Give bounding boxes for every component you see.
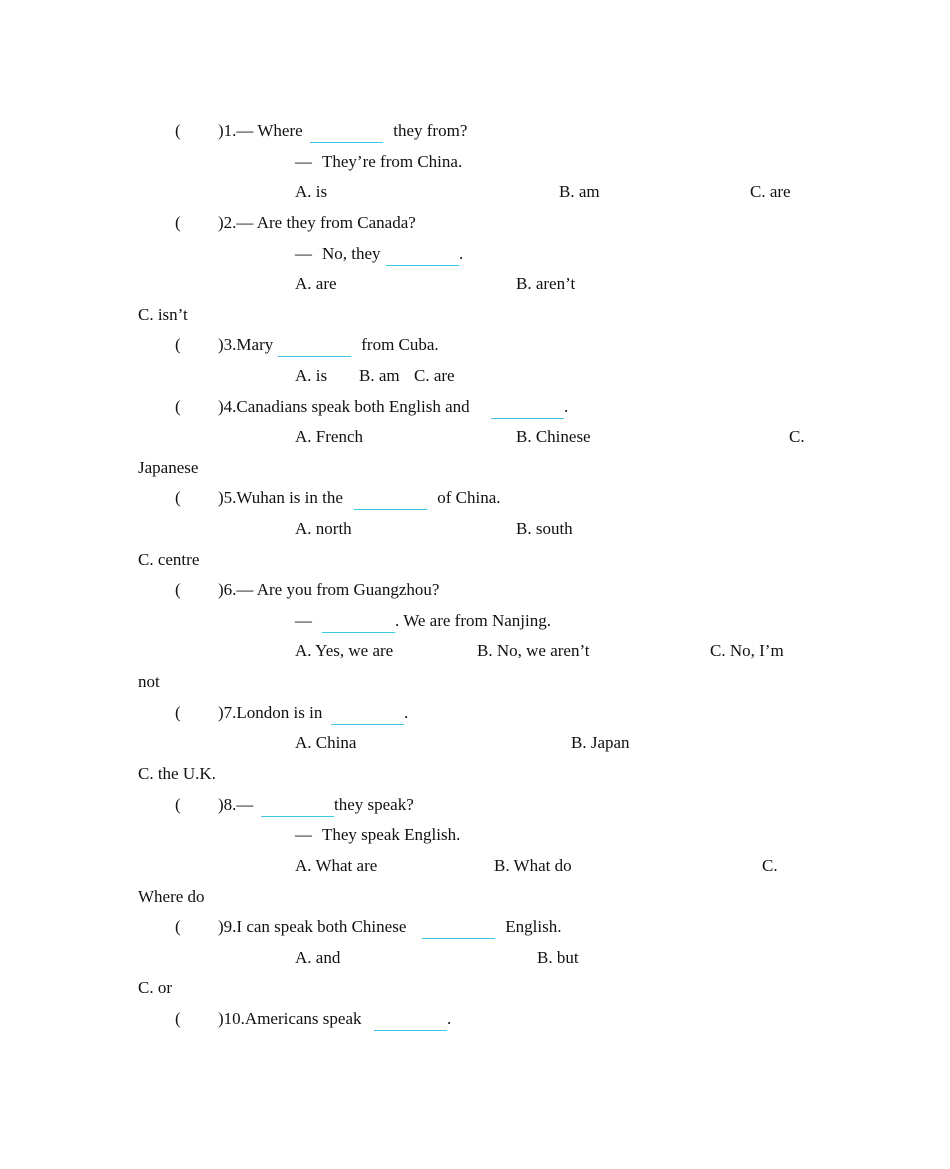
answer-paren: (	[175, 795, 181, 814]
option-a[interactable]: A. French	[295, 427, 363, 446]
answer-blank[interactable]	[331, 702, 404, 725]
question-text: )3.Mary	[218, 335, 274, 354]
answer-blank[interactable]	[354, 487, 427, 510]
option-b[interactable]: B. What do	[494, 856, 572, 875]
dash-mark: —	[295, 244, 312, 263]
question-text-end: .	[564, 397, 569, 416]
answer-blank[interactable]	[422, 916, 495, 939]
option-b[interactable]: B. Japan	[571, 733, 630, 752]
option-c[interactable]: C.	[762, 856, 778, 875]
question-text: )6.— Are you from Guangzhou?	[218, 580, 440, 599]
reply-text: No, they	[322, 244, 381, 263]
question-text: )2.— Are they from Canada?	[218, 213, 416, 232]
option-a[interactable]: A. China	[295, 733, 357, 752]
answer-blank[interactable]	[310, 120, 383, 143]
option-b[interactable]: B. am	[359, 366, 400, 385]
dash-mark: —	[295, 825, 312, 844]
question-text: )8.—	[218, 795, 254, 814]
reply-text: They’re from China.	[322, 152, 463, 171]
option-c[interactable]: C. are	[414, 366, 455, 385]
question-text: )10.Americans speak	[218, 1009, 362, 1028]
question-text: )7.London is in	[218, 703, 323, 722]
answer-paren: (	[175, 121, 181, 140]
question-text: )9.I can speak both Chinese	[218, 917, 407, 936]
question-text-end: English.	[501, 917, 562, 936]
option-b[interactable]: B. but	[537, 948, 579, 967]
answer-blank[interactable]	[261, 794, 334, 817]
option-b[interactable]: B. am	[559, 182, 600, 201]
option-a[interactable]: A. is	[295, 366, 328, 385]
reply-text-end: .	[459, 244, 464, 263]
answer-paren: (	[175, 917, 181, 936]
question-text-end: .	[447, 1009, 452, 1028]
question-text-end: .	[404, 703, 409, 722]
question-text: )1.— Where	[218, 121, 303, 140]
answer-paren: (	[175, 213, 181, 232]
option-a[interactable]: A. are	[295, 274, 337, 293]
answer-blank[interactable]	[491, 396, 564, 419]
answer-paren: (	[175, 1009, 181, 1028]
answer-paren: (	[175, 397, 181, 416]
question-text-end: of China.	[433, 488, 501, 507]
option-b[interactable]: B. south	[516, 519, 573, 538]
option-c-continued[interactable]: Japanese	[138, 458, 199, 477]
option-a[interactable]: A. Yes, we are	[295, 641, 394, 660]
option-c[interactable]: C.	[789, 427, 805, 446]
answer-paren: (	[175, 488, 181, 507]
question-text-end: they speak?	[334, 795, 414, 814]
option-c[interactable]: C. No, I’m	[710, 641, 784, 660]
dash-mark: —	[295, 152, 312, 171]
option-b[interactable]: B. Chinese	[516, 427, 591, 446]
option-c[interactable]: C. isn’t	[138, 305, 188, 324]
answer-paren: (	[175, 703, 181, 722]
dash-mark: —	[295, 611, 312, 630]
answer-paren: (	[175, 580, 181, 599]
option-a[interactable]: A. and	[295, 948, 341, 967]
answer-blank[interactable]	[386, 243, 459, 266]
option-c-continued[interactable]: not	[138, 672, 160, 691]
option-a[interactable]: A. north	[295, 519, 352, 538]
reply-text: . We are from Nanjing.	[395, 611, 551, 630]
question-text-end: from Cuba.	[357, 335, 439, 354]
option-b[interactable]: B. No, we aren’t	[477, 641, 590, 660]
reply-text: They speak English.	[322, 825, 461, 844]
answer-blank[interactable]	[278, 334, 351, 357]
answer-blank[interactable]	[322, 610, 395, 633]
answer-blank[interactable]	[374, 1008, 447, 1031]
option-c[interactable]: C. are	[750, 182, 791, 201]
option-b[interactable]: B. aren’t	[516, 274, 576, 293]
question-text: )4.Canadians speak both English and	[218, 397, 470, 416]
option-a[interactable]: A. What are	[295, 856, 378, 875]
option-a[interactable]: A. is	[295, 182, 328, 201]
option-c-continued[interactable]: Where do	[138, 887, 205, 906]
question-text-end: they from?	[389, 121, 468, 140]
answer-paren: (	[175, 335, 181, 354]
option-c[interactable]: C. the U.K.	[138, 764, 216, 783]
option-c[interactable]: C. or	[138, 978, 172, 997]
question-text: )5.Wuhan is in the	[218, 488, 343, 507]
option-c[interactable]: C. centre	[138, 550, 200, 569]
